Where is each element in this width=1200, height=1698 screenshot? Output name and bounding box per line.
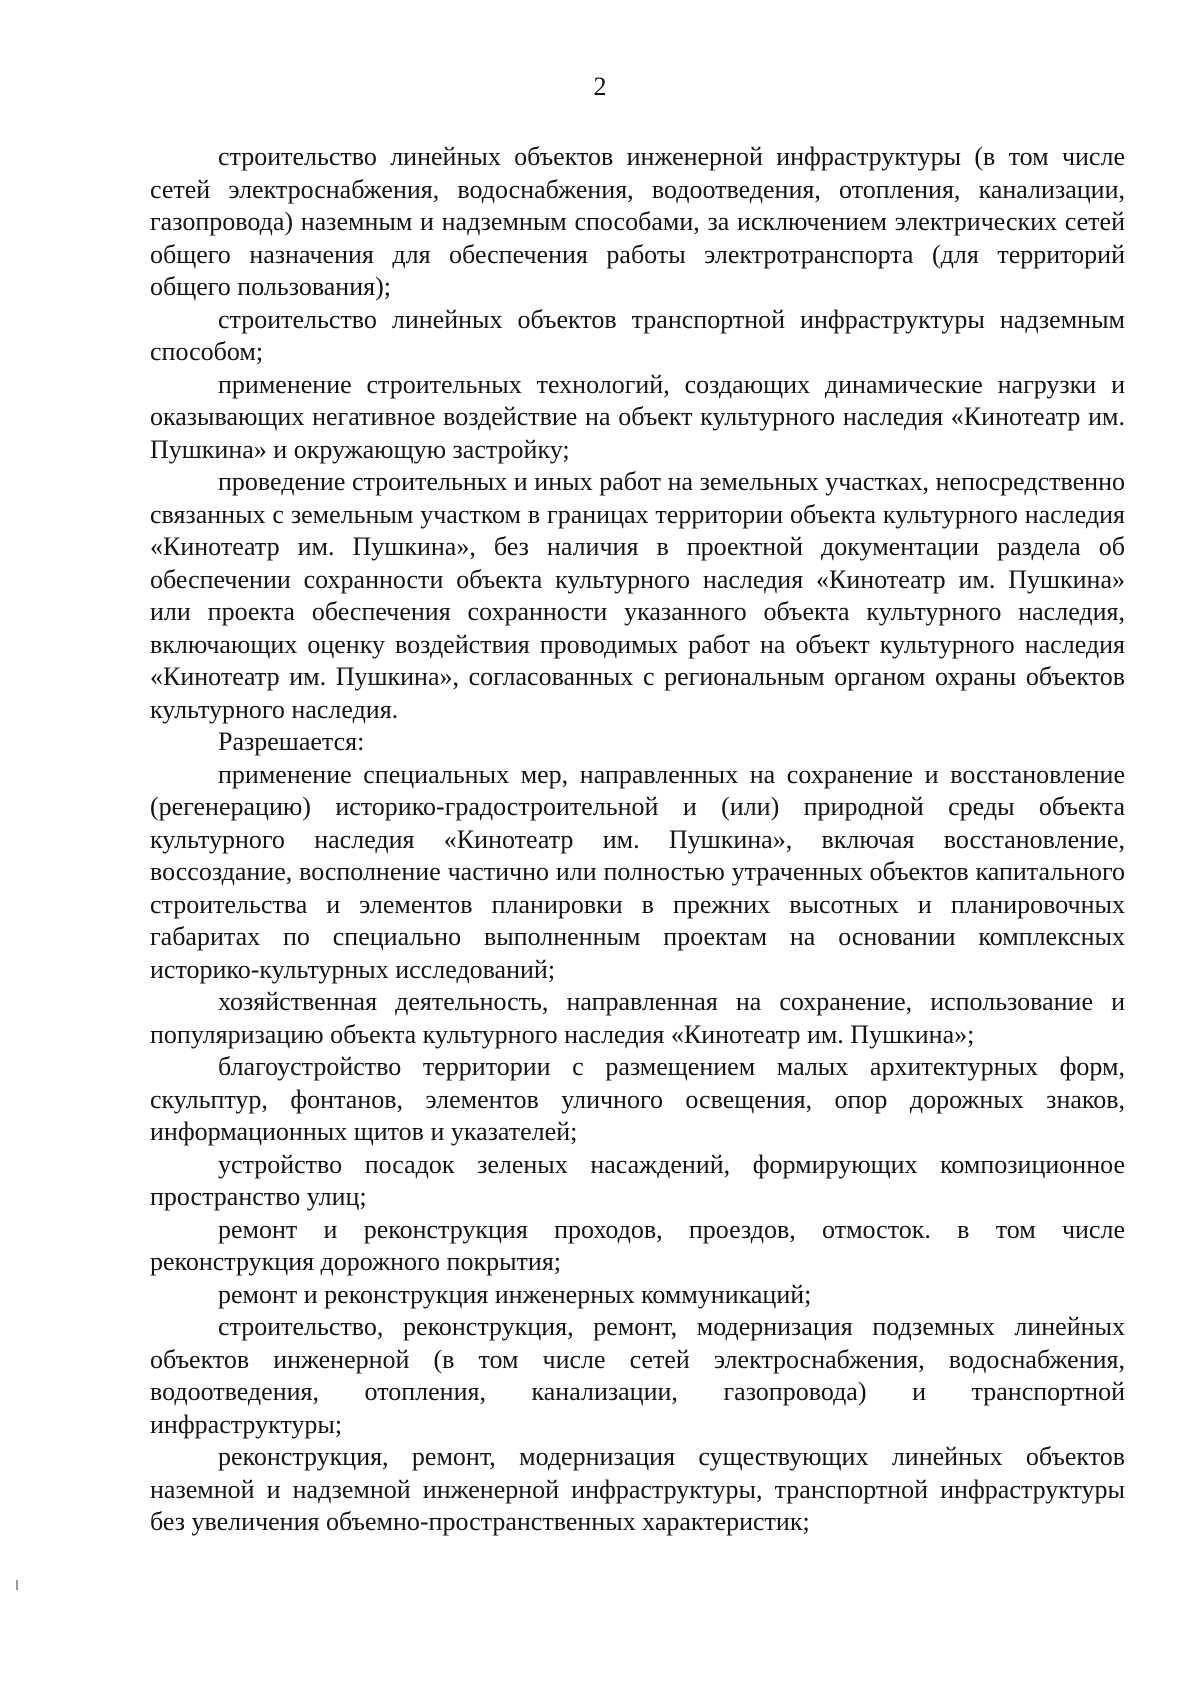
paragraph-landscaping: благоустройство территории с размещением малых архитектурных форм, скульптур, фонтанов, элементов уличного освещения, опор дорожных знаков, информационных щитов и указателей; xyxy=(150,1052,1125,1146)
paragraph-linear-transport-construction: строительство линейных объектов транспортной инфраструктуры надземным способом; xyxy=(150,304,1125,366)
paragraph-economic-activity: хозяйственная деятельность, направленная на сохранение, использование и популяризацию объекта культурного наследия «Кинотеатр им. Пушкина»; xyxy=(150,987,1125,1049)
paragraph-passages-repair: ремонт и реконструкция проходов, проездов, отмосток. в том числе реконструкция дорожного покрытия; xyxy=(150,1214,1125,1276)
page-number: 2 xyxy=(593,72,607,101)
document-body xyxy=(150,141,1125,1539)
paragraph-linear-engineering-construction: строительство линейных объектов инженерной инфраструктуры (в том числе сетей электроснабжения, водоснабжения, водоотведения, отопления, канализации, газопровода) наземным и надземным способами, за исключением электрических сетей общего назначения для обеспечения работы электротранспорта (для территорий общего пользования); xyxy=(150,142,1125,301)
paragraph-permitted-heading: Разрешается: xyxy=(218,727,365,756)
paragraph-green-plantings: устройство посадок зеленых насаждений, формирующих композиционное пространство улиц; xyxy=(150,1149,1125,1211)
paragraph-works-without-project: проведение строительных и иных работ на земельных участках, непосредственно связанных с земельным участком в границах территории объекта культурного наследия «Кинотеатр им. Пушкина», без наличия в проектной документации раздела об обеспечении сохранности объекта культурного наследия «Кинотеатр им. Пушкина» или проекта обеспечения сохранности указанного объекта культурного наследия, включающих оценку воздействия проводимых работ на объект культурного наследия «Кинотеатр им. Пушкина», согласованных с региональным органом охраны объектов культурного наследия. xyxy=(150,467,1125,724)
paragraph-existing-linear-objects: реконструкция, ремонт, модернизация существующих линейных объектов наземной и надземной инженерной инфраструктуры, транспортной инфраструктуры без увеличения объемно-пространственных характеристик; xyxy=(150,1442,1125,1536)
paragraph-underground-linear-objects: строительство, реконструкция, ремонт, модернизация подземных линейных объектов инженерной (в том числе сетей электроснабжения, водоснабжения, водоотведения, отопления, канализации, газопровода) и транспортной инфраструктуры; xyxy=(150,1312,1125,1439)
scan-mark xyxy=(16,1580,18,1590)
paragraph-dynamic-load-technologies: применение строительных технологий, создающих динамические нагрузки и оказывающих негативное воздействие на объект культурного наследия «Кинотеатр им. Пушкина» и окружающую застройку; xyxy=(150,369,1125,464)
paragraph-special-measures: применение специальных мер, направленных на сохранение и восстановление (регенерацию) историко-градостроительной и (или) природной среды объекта культурного наследия «Кинотеатр им. Пушкина», включая восстановление, воссоздание, восполнение частично или полностью утраченных объектов капитального строительства и элементов планировки в прежних высотных и планировочных габаритах по специально выполненным проектам на основании комплексных историко-культурных исследований; xyxy=(150,759,1125,984)
paragraph-utilities-repair: ремонт и реконструкция инженерных коммуникаций; xyxy=(218,1279,812,1309)
